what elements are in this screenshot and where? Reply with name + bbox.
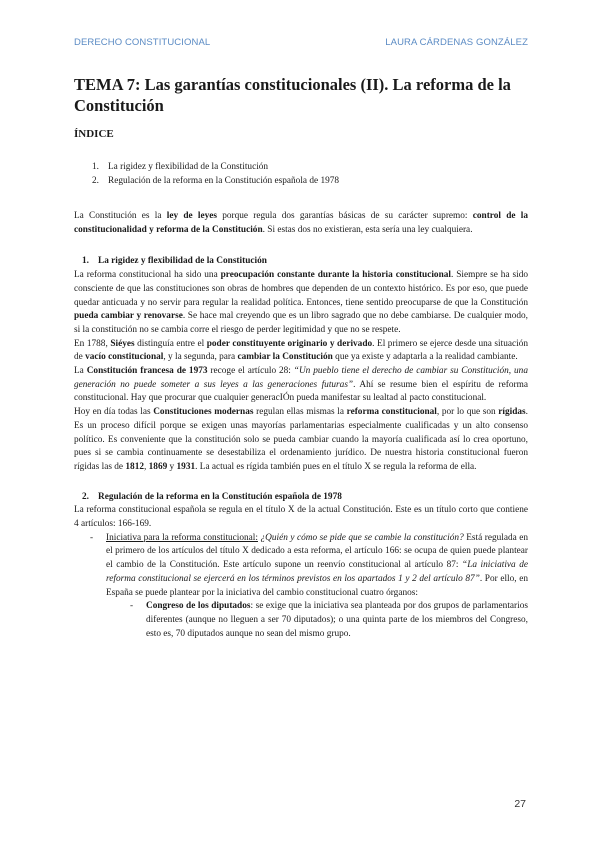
italic-run: ¿Quién y cómo se pide que se cambie la constitución? [257,532,464,543]
text-run: : se exige que la iniciativa sea planteada por dos grupos de parlamentarios diferentes (aunque no lleguen a ser 70 diputados); o una quinta parte de los miembros del Congreso, esto es, 70 diputados aunque no sean del mismo grupo. [146,601,528,639]
index-list [92,160,528,188]
index-item-text: Regulación de la reforma en la Constitución española de 1978 [108,176,340,186]
bold-run: vacío constitucional [85,352,164,363]
bold-run: rígidas [498,407,526,418]
text-run: La [74,366,87,377]
text-run: distinguía entre el [134,338,207,349]
text-run: . La actual es rígida también pues en el título X se regula la reforma de ella. [195,461,477,472]
text-run: La reforma constitucional ha sido una [74,270,221,281]
section-number: 1. [82,256,89,267]
sub-bullet-item [130,600,528,641]
text-run: Está regulada en el primero de los artículos del título X dedicado a esta reforma, el artículo 166: se ocupa de quien puede plantear el cambio de la Constitución. Este artículo supone un reenvío constitucional al artículo 87: [106,532,529,571]
page-title: TEMA 7: Las garantías constitucionales (II). La reforma de la Constitución [74,75,511,115]
header-author: LAURA CÁRDENAS GONZÁLEZ [385,37,528,48]
page-content [74,74,528,641]
section-1-heading [82,255,528,269]
text-run: que ya existe y adaptarla a la realidad cambiante. [332,352,518,363]
text-run: regulan ellas mismas la [253,407,347,418]
text-run: y [167,461,177,472]
bold-run: 1869 [148,461,168,472]
text-run: , [143,461,149,472]
bold-run: preocupación constante durante la historia constitucional [220,270,451,281]
italic-quote: “La iniciativa de reforma constitucional se ejercerá en los términos previstos en los apartados 1 y 2 del artículo 87” [106,560,528,584]
section-2-paragraph: La reforma constitucional española se regula en el título X de la actual Constitución. Este es un título corto que contiene 4 artículos: 166-169. [74,505,528,530]
bold-run: ley de leyes [166,211,217,221]
text-run: . El primero se ejerce desde una situación de [74,338,528,363]
section-1-paragraph [74,406,528,475]
index-item [92,174,528,188]
text-run: . Si estas dos no existieran, esta sería una ley cualquiera. [262,224,473,235]
bold-run: cambiar la Constitución [237,352,333,363]
bold-run: Congreso de los diputados [146,601,251,612]
section-number: 2. [82,491,89,502]
bullet-dash: - [90,532,94,543]
bold-run: Constitución francesa de 1973 [86,366,208,377]
bullet-item [90,532,528,601]
intro-paragraph [74,210,528,237]
text-run: , y la segunda, para [163,352,238,363]
bullet-text [146,600,528,641]
text-run: . Se hace mal creyendo que es un libro sagrado que no debe cambiarse. De cualquier modo, si la constitución no se cambia corre el riesgo de perder legitimidad y que no se respete. [74,311,528,335]
bold-run: 1812 [125,461,144,472]
section-1-paragraph [74,269,528,338]
text-run: , por lo que son [436,407,499,418]
italic-quote: “Un pueblo tiene el derecho de cambiar su Constitución, una generación no puede someter a sus leyes a las generaciones futuras” [74,366,528,390]
section-2-heading [82,491,528,505]
bold-run: reforma constitucional [346,407,437,418]
index-item-number: 1. [92,162,99,172]
index-item [92,160,528,174]
text-run: La Constitución es la [74,211,167,221]
text-run: Hoy en día todas las [74,407,154,418]
bold-run: poder constituyente originario y derivado [206,338,373,349]
bold-run: Constituciones modernas [153,407,254,418]
index-item-text: La rigidez y flexibilidad de la Constitución [108,162,269,172]
bullet-dash: - [130,601,134,612]
underlined-run: Iniciativa para la reforma constitucional: [106,532,258,543]
bold-run: pueda cambiar y renovarse [74,311,183,322]
bold-run: control de la constitucionalidad y reforma de la Constitución [74,211,528,235]
text-run: . Por ello, en España se puede plantear por la iniciativa del cambio constitucional cuatro órganos: [106,573,528,598]
index-heading: ÍNDICE [74,128,114,140]
text-run: . Siempre se ha sido consciente de que las constituciones son obras de hombres que dependen de un contexto histórico. Es por eso, que puede quedar anticuada y no servir para regular la realidad política. Entonces, tiene sentido preocuparse de que la Constitución [74,270,529,308]
bold-run: 1931 [176,461,196,472]
page-number: 27 [514,798,526,810]
section-1-paragraph [74,338,528,365]
index-item-number: 2. [92,176,99,186]
section-1-paragraph [74,365,528,406]
text-run: recoge el artículo 28: [207,366,294,377]
text-run: porque regula dos garantías básicas de su carácter supremo: [216,211,473,221]
section-title: La rigidez y flexibilidad de la Constitución [98,256,267,267]
header-subject: DERECHO CONSTITUCIONAL [74,37,211,48]
bold-run: Siéyes [110,338,135,349]
bullet-text [106,532,528,601]
text-run: . Es un proceso difícil porque se exigen unas mayorías parlamentarias especialmente cualificadas y un alto consenso político. Es conveniente que la constitución solo se pueda cambiar cuando la mayoría cualificada así lo crea oportuno, pues si se cambia continuamente se desestabiliza el ordenamiento jurídico. De nuestra historia constitucional fueron rígidas las de [74,407,528,472]
text-run: En 1788, [74,338,111,349]
text-run: . Ahí se resume bien el espíritu de reforma constitucional. Hay que procurar que cualquier generacIÓn pueda manifestar su lealtad al pacto constitucional. [74,379,528,404]
section-title: Regulación de la reforma en la Constitución española de 1978 [98,491,342,502]
